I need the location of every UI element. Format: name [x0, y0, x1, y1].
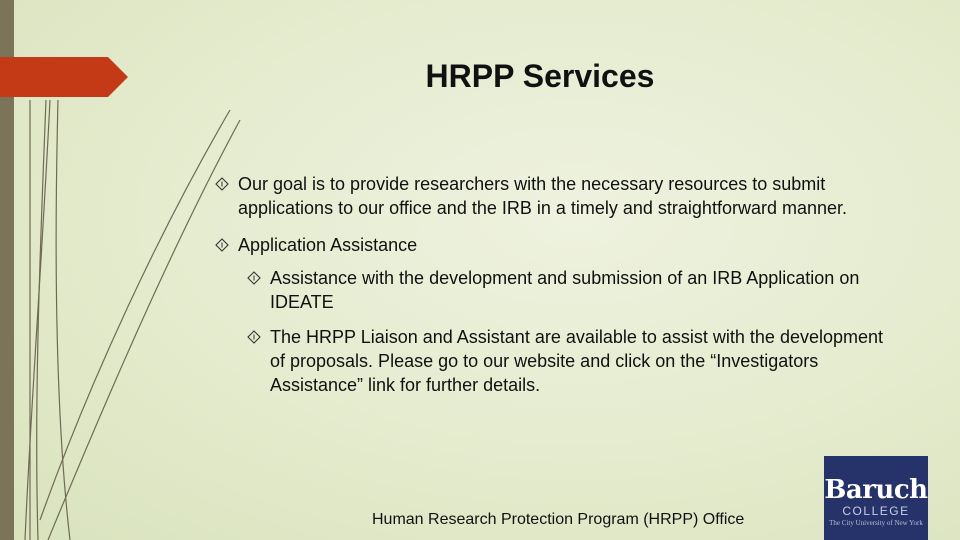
- sub-bullet-liaison-text: The HRPP Liaison and Assistant are available to assist with the development of proposals. Please go to our website and click on the “Investigators Assistance” link for further details.: [270, 327, 884, 395]
- diamond-bullet-icon: [215, 238, 229, 252]
- sub-bullet-ideate-text: Assistance with the development and submission of an IRB Application on IDEATE: [270, 268, 860, 312]
- baruch-college-logo: [824, 456, 928, 540]
- diamond-bullet-icon: [247, 271, 261, 285]
- sub-bullet-liaison: [247, 325, 897, 397]
- slide-footer: Human Research Protection Program (HRPP) Office: [372, 511, 745, 528]
- title-accent-tab: [0, 57, 128, 97]
- diamond-bullet-icon: [215, 177, 229, 191]
- bullet-application-assistance: [215, 233, 915, 257]
- slide-content: [215, 172, 915, 397]
- slide-title: HRPP Services: [425, 58, 655, 94]
- diamond-bullet-icon: [247, 330, 261, 344]
- bullet-goal: [215, 172, 895, 220]
- sub-bullet-ideate: [247, 266, 897, 314]
- logo-tagline: The City University of New York: [829, 519, 923, 527]
- bullet-application-assistance-text: Application Assistance: [238, 235, 418, 255]
- bullet-goal-text: Our goal is to provide researchers with the necessary resources to submit applications to our office and the IRB in a timely and straightforward manner.: [238, 174, 848, 218]
- logo-college: COLLEGE: [842, 504, 910, 518]
- logo-name: Baruch: [824, 475, 928, 505]
